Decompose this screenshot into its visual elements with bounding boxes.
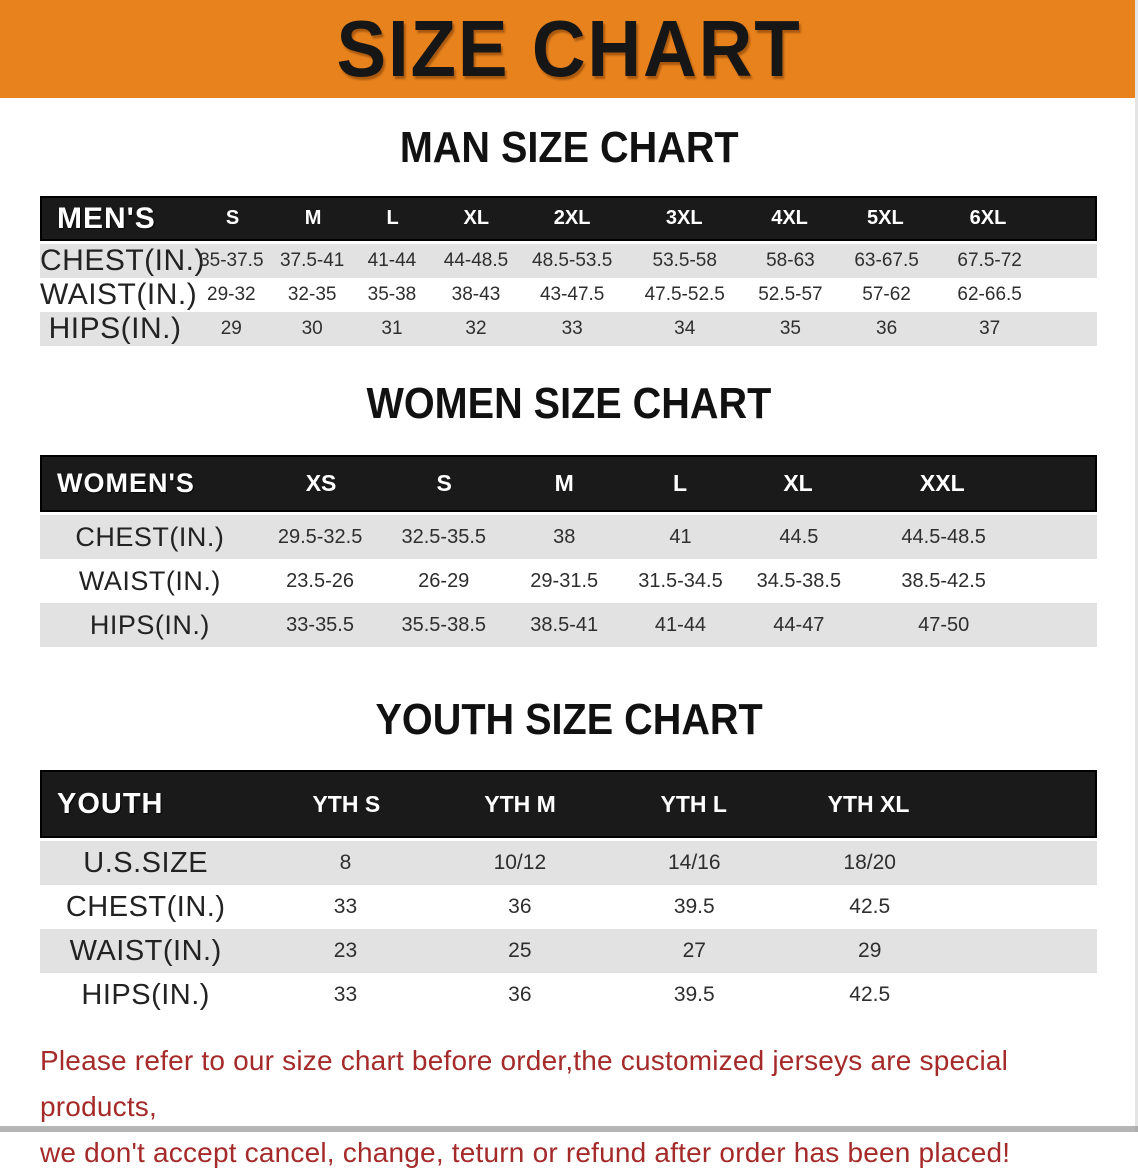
row-label-cell: CHEST(IN.) — [75, 521, 225, 552]
measurement-cell: 30 — [301, 318, 323, 339]
measurement-cell: 26-29 — [418, 569, 470, 592]
measurement-cell: 42.5 — [849, 983, 891, 1006]
measurement-cell: 31 — [381, 318, 403, 339]
measurement-cell: 29.5-32.5 — [277, 525, 363, 548]
table-row — [40, 973, 1097, 1017]
row-label-cell: HIPS(IN.) — [48, 312, 182, 345]
size-column-header: YTH S — [312, 790, 381, 817]
size-column-header: M — [554, 470, 574, 496]
measurement-cell: 63-67.5 — [854, 250, 919, 271]
section-title-youth-text: YOUTH SIZE CHART — [375, 695, 763, 744]
measurement-cell: 44.5 — [779, 525, 819, 548]
measurement-cell: 41-44 — [654, 613, 707, 636]
measurement-cell: 43-47.5 — [539, 284, 605, 305]
measurement-cell: 41-44 — [367, 250, 417, 271]
size-column-header: 5XL — [867, 207, 904, 229]
measurement-cell: 47.5-52.5 — [644, 284, 725, 305]
measurement-cell: 62-66.5 — [957, 284, 1022, 305]
measurement-cell: 37.5-41 — [279, 250, 345, 271]
measurement-cell: 44.5-48.5 — [901, 525, 986, 548]
measurement-cell: 29-32 — [207, 284, 256, 305]
banner — [0, 0, 1138, 98]
size-column-header: YTH M — [484, 790, 556, 817]
table-row — [40, 515, 1097, 559]
measurement-cell: 44-47 — [773, 613, 825, 636]
table-header-row — [40, 770, 1097, 838]
section-title-men-text: MAN SIZE CHART — [399, 123, 739, 172]
measurement-cell: 32 — [465, 318, 487, 339]
measurement-cell: 27 — [682, 939, 706, 962]
measurement-cell: 58-63 — [766, 250, 815, 271]
table-header-row — [40, 196, 1097, 241]
notice-line-2: we don't accept cancel, change, teturn or refund after order has been placed! — [40, 1137, 1011, 1168]
table-row — [40, 278, 1097, 312]
measurement-cell: 38.5-41 — [530, 613, 599, 636]
table-title-cell: MEN'S — [57, 201, 156, 235]
size-column-header: YTH L — [660, 790, 727, 817]
measurement-cell: 41 — [669, 525, 692, 548]
measurement-cell: 29-31.5 — [530, 569, 599, 592]
size-column-header: 3XL — [665, 207, 703, 229]
measurement-cell: 33 — [561, 318, 583, 339]
measurement-cell: 39.5 — [673, 895, 715, 918]
table-title-cell: YOUTH — [57, 787, 164, 820]
measurement-cell: 44-48.5 — [443, 250, 509, 271]
measurement-cell: 57-62 — [862, 284, 911, 305]
section-title-youth — [0, 696, 1138, 744]
row-label-cell: CHEST(IN.) — [40, 244, 205, 277]
measurement-cell: 47-50 — [918, 613, 970, 636]
row-label-cell: WAIST(IN.) — [69, 934, 222, 967]
measurement-cell: 35-38 — [367, 284, 417, 305]
measurement-cell: 36 — [876, 318, 898, 339]
measurement-cell: 31.5-34.5 — [638, 569, 723, 592]
measurement-cell: 33 — [333, 895, 358, 918]
measurement-cell: 25 — [508, 939, 532, 962]
measurement-cell: 14/16 — [667, 851, 721, 874]
measurement-cell: 35.5-38.5 — [401, 613, 486, 636]
table-row — [40, 559, 1097, 603]
measurement-cell: 34.5-38.5 — [756, 569, 842, 592]
measurement-cell: 33 — [333, 983, 358, 1006]
size-column-header: 2XL — [553, 207, 591, 229]
section-title-women — [0, 380, 1138, 428]
measurement-cell: 35 — [779, 318, 801, 339]
measurement-cell: 39.5 — [673, 983, 715, 1006]
size-column-header: S — [436, 470, 452, 496]
measurement-cell: 23.5-26 — [286, 569, 354, 592]
measurement-cell: 32-35 — [287, 284, 337, 305]
measurement-cell: 48.5-53.5 — [532, 250, 613, 271]
size-column-header: XL — [463, 207, 490, 229]
row-label-cell: CHEST(IN.) — [65, 890, 226, 923]
measurement-cell: 32.5-35.5 — [401, 525, 486, 548]
measurement-cell: 34 — [674, 318, 696, 339]
table-header-row — [40, 455, 1097, 512]
measurement-cell: 36 — [508, 983, 532, 1006]
measurement-cell: 33-35.5 — [286, 613, 354, 636]
banner-title: SIZE CHART — [336, 4, 802, 93]
measurement-cell: 52.5-57 — [758, 284, 823, 305]
measurement-cell: 53.5-58 — [652, 250, 717, 271]
measurement-cell: 38 — [553, 525, 576, 548]
measurement-cell: 18/20 — [843, 851, 896, 874]
measurement-cell: 8 — [339, 851, 352, 874]
women-size-table — [40, 455, 1097, 647]
table-row — [40, 929, 1097, 973]
measurement-cell: 67.5-72 — [957, 250, 1022, 271]
size-column-header: 4XL — [771, 207, 808, 229]
measurement-cell: 38.5-42.5 — [901, 569, 986, 592]
row-label-cell: HIPS(IN.) — [81, 978, 210, 1011]
table-row — [40, 841, 1097, 885]
size-column-header: XXL — [919, 470, 965, 496]
youth-size-table — [40, 770, 1097, 1017]
size-column-header: L — [386, 207, 399, 229]
row-label-cell: U.S.SIZE — [83, 846, 209, 879]
measurement-cell: 23 — [333, 939, 358, 962]
size-column-header: M — [304, 207, 322, 229]
size-column-header: YTH XL — [827, 790, 910, 817]
measurement-cell: 38-43 — [451, 284, 501, 305]
page-edge-shadow-bottom — [0, 1126, 1138, 1132]
measurement-cell: 29 — [220, 318, 242, 339]
table-row — [40, 244, 1097, 278]
section-title-women-text: WOMEN SIZE CHART — [366, 379, 772, 428]
measurement-cell: 42.5 — [849, 895, 891, 918]
size-column-header: L — [673, 470, 688, 496]
size-column-header: 6XL — [969, 207, 1007, 229]
section-title-men — [0, 124, 1138, 172]
table-row — [40, 312, 1097, 346]
measurement-cell: 10/12 — [493, 851, 547, 874]
row-label-cell: HIPS(IN.) — [89, 609, 210, 640]
table-row — [40, 603, 1097, 647]
measurement-cell: 36 — [508, 895, 532, 918]
row-label-cell: WAIST(IN.) — [40, 278, 198, 311]
footer-notice — [40, 1038, 1108, 1176]
size-column-header: XL — [783, 470, 813, 496]
size-column-header: XS — [305, 470, 337, 496]
table-title-cell: WOMEN'S — [57, 468, 195, 498]
men-size-table — [40, 196, 1097, 346]
notice-line-1: Please refer to our size chart before order,the customized jerseys are special products, — [40, 1045, 1009, 1122]
size-column-header: S — [225, 207, 240, 229]
measurement-cell: 29 — [858, 939, 882, 962]
row-label-cell: WAIST(IN.) — [78, 565, 221, 596]
measurement-cell: 35-37.5 — [199, 250, 264, 271]
measurement-cell: 37 — [979, 318, 1001, 339]
table-row — [40, 885, 1097, 929]
